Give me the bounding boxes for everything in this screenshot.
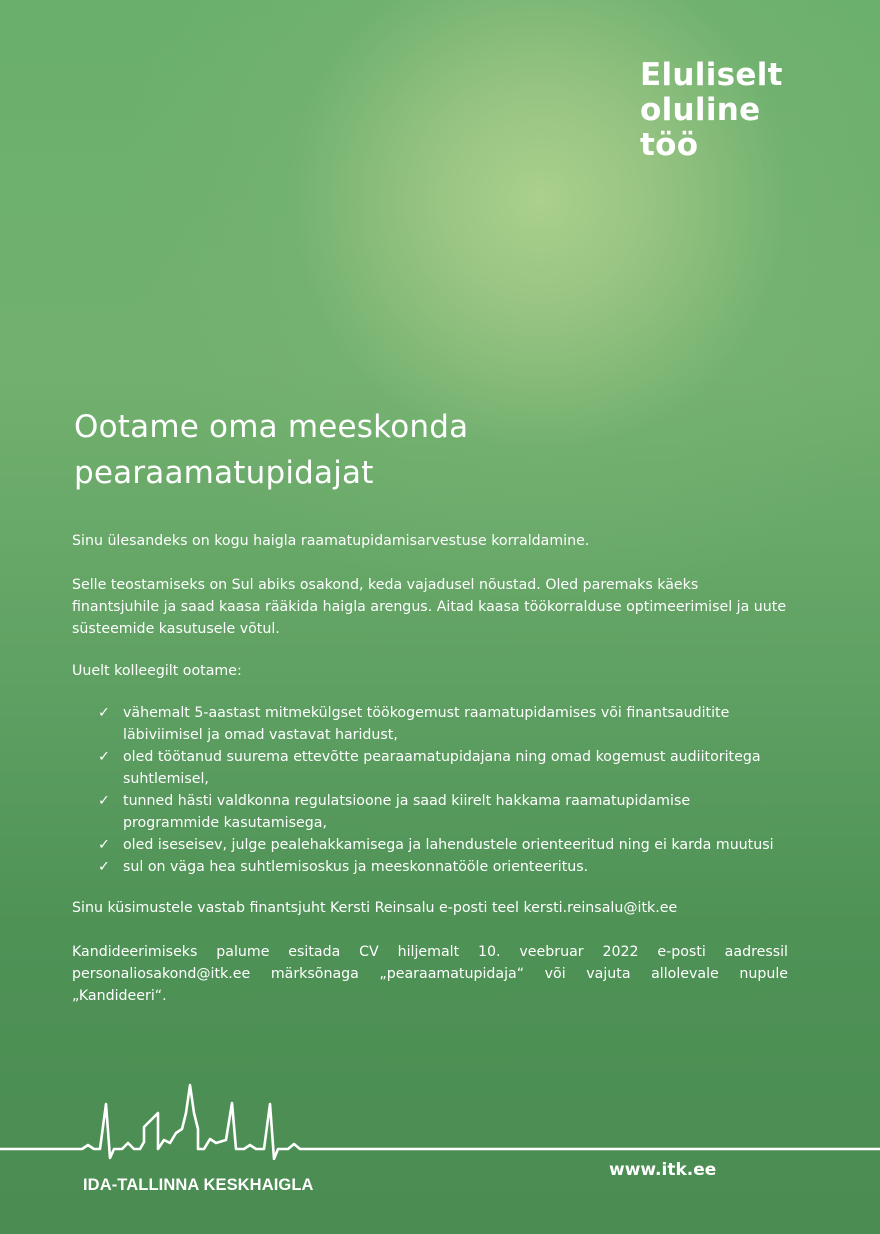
requirement-text: sul on väga hea suhtlemisoskus ja meeskonnatööle orienteeritus.: [123, 859, 589, 875]
contact-text: Sinu küsimustele vastab finantsjuht Kersti Reinsalu e-posti teel: [72, 900, 524, 916]
tagline-line-1: Eluliselt: [640, 57, 783, 93]
requirement-item: [98, 790, 788, 834]
requirement-item: [98, 746, 788, 790]
hospital-skyline-heartbeat-logo: [0, 1080, 880, 1160]
apply-text: Kandideerimiseks palume esitada CV hiljemalt 10. veebruar 2022 e-posti aadressil: [72, 944, 788, 960]
contact-paragraph: [72, 897, 788, 919]
apply-email-link[interactable]: personaliosakond@itk.ee: [72, 966, 251, 982]
website-link[interactable]: www.itk.ee: [609, 1160, 717, 1180]
tagline-line-2: oluline: [640, 92, 761, 128]
requirement-text: vähemalt 5-aastast mitmekülgset töökogemust raamatupidamises või finantsauditite läbiviimisel ja omad vastavat haridust,: [123, 705, 730, 743]
apply-paragraph: [72, 941, 788, 1007]
checkmark-icon: ✓: [98, 705, 110, 721]
support-paragraph: Selle teostamiseks on Sul abiks osakond, keda vajadusel nõustad. Oled paremaks käeks finantsjuhile ja saad kaasa rääkida haigla arengus. Aitad kaasa töökorralduse optimeerimisel ja uute süsteemide kasutusele võtul.: [72, 577, 787, 637]
title-line-1: Ootame oma meeskonda: [74, 409, 469, 445]
requirement-text: oled iseseisev, julge pealehakkamisega ja lahendustele orienteeritud ning ei karda muutusi: [123, 837, 774, 853]
checkmark-icon: ✓: [98, 793, 110, 809]
page-title: [74, 404, 468, 496]
contact-email-link[interactable]: kersti.reinsalu@itk.ee: [523, 900, 678, 916]
requirement-item: [98, 702, 788, 746]
checkmark-icon: ✓: [98, 749, 110, 765]
hospital-name: IDA-TALLINNA KESKHAIGLA: [83, 1176, 314, 1194]
requirements-label: Uuelt kolleegilt ootame:: [72, 663, 242, 679]
requirement-item: [98, 856, 788, 878]
requirement-text: oled töötanud suurema ettevõtte pearaamatupidajana ning omad kogemust audiitoritega suhtlemisel,: [123, 749, 761, 787]
checkmark-icon: ✓: [98, 859, 110, 875]
title-line-2: pearaamatupidajat: [74, 455, 374, 491]
job-description: [72, 530, 788, 1007]
tagline-line-3: töö: [640, 127, 699, 163]
requirement-item: [98, 834, 788, 856]
checkmark-icon: ✓: [98, 837, 110, 853]
tagline: [640, 58, 783, 163]
requirement-text: tunned hästi valdkonna regulatsioone ja saad kiirelt hakkama raamatupidamise programmide kasutamisega,: [123, 793, 691, 831]
intro-paragraph: Sinu ülesandeks on kogu haigla raamatupidamisarvestuse korraldamine.: [72, 533, 590, 549]
requirements-list: [72, 702, 788, 878]
apply-text-end: märksõnaga „pearaamatupidaja“ või vajuta allolevale nupule „Kandideeri“.: [72, 966, 788, 1004]
